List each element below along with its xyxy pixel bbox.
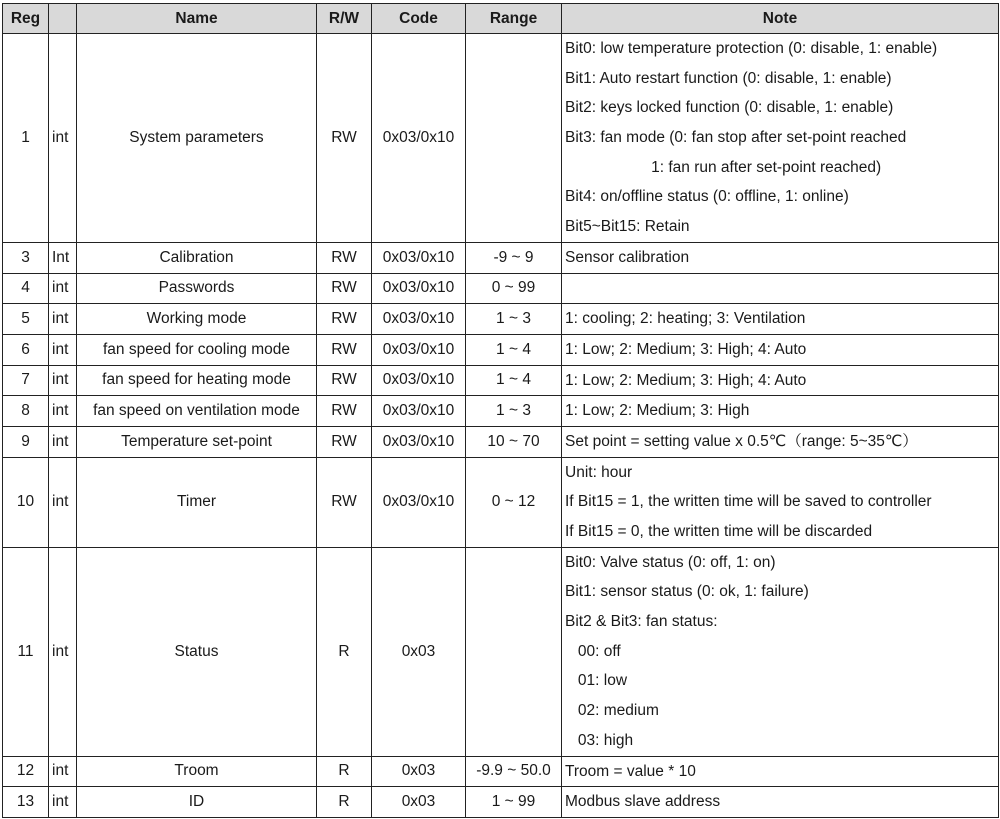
cell-rw: RW (317, 396, 372, 427)
cell-rw: RW (317, 334, 372, 365)
table-row (3, 365, 999, 396)
table-body (3, 34, 999, 818)
cell-rw: RW (317, 242, 372, 273)
cell-note (562, 457, 999, 547)
cell-name: Temperature set-point (77, 426, 317, 457)
cell-name: Working mode (77, 304, 317, 335)
cell-type: int (49, 457, 77, 547)
cell-type: int (49, 365, 77, 396)
cell-note (562, 396, 999, 427)
cell-name: fan speed for cooling mode (77, 334, 317, 365)
cell-note (562, 273, 999, 304)
cell-note (562, 34, 999, 243)
cell-code: 0x03 (372, 787, 466, 818)
table-row (3, 304, 999, 335)
cell-rw: RW (317, 273, 372, 304)
cell-range: 1 ~ 3 (466, 396, 562, 427)
cell-range: 0 ~ 99 (466, 273, 562, 304)
note-line: Bit0: Valve status (0: off, 1: on) (565, 553, 776, 571)
cell-code: 0x03/0x10 (372, 426, 466, 457)
cell-reg: 11 (3, 547, 49, 756)
table-row (3, 396, 999, 427)
table-row (3, 273, 999, 304)
cell-type: int (49, 426, 77, 457)
cell-name: Troom (77, 756, 317, 787)
cell-name: Timer (77, 457, 317, 547)
note-line: Troom = value * 10 (565, 762, 696, 780)
note-line: Bit3: fan mode (0: fan stop after set-point reached (565, 129, 907, 147)
note-line: 1: Low; 2: Medium; 3: High; 4: Auto (565, 371, 807, 389)
cell-rw: R (317, 756, 372, 787)
cell-note (562, 365, 999, 396)
note-line: Bit1: sensor status (0: ok, 1: failure) (565, 583, 809, 601)
cell-code: 0x03/0x10 (372, 273, 466, 304)
cell-name: fan speed on ventilation mode (77, 396, 317, 427)
cell-type: int (49, 547, 77, 756)
cell-rw: RW (317, 365, 372, 396)
cell-rw: RW (317, 426, 372, 457)
header-row (3, 4, 999, 34)
cell-range: -9 ~ 9 (466, 242, 562, 273)
cell-type: int (49, 304, 77, 335)
header-range: Range (466, 4, 562, 34)
cell-reg: 13 (3, 787, 49, 818)
header-type (49, 4, 77, 34)
note-line: 02: medium (565, 702, 659, 720)
note-line: If Bit15 = 0, the written time will be discarded (565, 523, 873, 540)
cell-range: -9.9 ~ 50.0 (466, 756, 562, 787)
header-note: Note (562, 4, 999, 34)
cell-type: int (49, 334, 77, 365)
cell-note (562, 334, 999, 365)
table-row (3, 242, 999, 273)
cell-reg: 4 (3, 273, 49, 304)
cell-range: 1 ~ 3 (466, 304, 562, 335)
cell-code: 0x03 (372, 547, 466, 756)
note-line: Modbus slave address (565, 793, 721, 811)
cell-rw: R (317, 547, 372, 756)
cell-name: System parameters (77, 34, 317, 243)
cell-code: 0x03 (372, 756, 466, 787)
cell-reg: 6 (3, 334, 49, 365)
cell-type: int (49, 787, 77, 818)
cell-note (562, 242, 999, 273)
cell-note (562, 426, 999, 457)
cell-reg: 5 (3, 304, 49, 335)
cell-name: Calibration (77, 242, 317, 273)
cell-range: 1 ~ 4 (466, 365, 562, 396)
cell-range: 10 ~ 70 (466, 426, 562, 457)
cell-reg: 1 (3, 34, 49, 243)
cell-code: 0x03/0x10 (372, 242, 466, 273)
table-row (3, 756, 999, 787)
cell-type: int (49, 396, 77, 427)
table-row (3, 787, 999, 818)
header-code: Code (372, 4, 466, 34)
cell-type: Int (49, 242, 77, 273)
note-line: Bit4: on/offline status (0: offline, 1: online) (565, 188, 849, 206)
header-rw: R/W (317, 4, 372, 34)
cell-code: 0x03/0x10 (372, 457, 466, 547)
note-line: 1: Low; 2: Medium; 3: High; 4: Auto (565, 340, 807, 358)
cell-range (466, 34, 562, 243)
table-row (3, 34, 999, 243)
note-line: Unit: hour (565, 463, 633, 481)
note-line: Bit2 & Bit3: fan status: (565, 613, 718, 631)
note-line: Bit1: Auto restart function (0: disable, 1: enable) (565, 69, 892, 87)
note-line: 1: fan run after set-point reached) (565, 158, 882, 176)
cell-code: 0x03/0x10 (372, 34, 466, 243)
note-line: 1: Low; 2: Medium; 3: High (565, 402, 750, 420)
note-line: Sensor calibration (565, 248, 690, 266)
cell-code: 0x03/0x10 (372, 334, 466, 365)
cell-reg: 9 (3, 426, 49, 457)
cell-rw: R (317, 787, 372, 818)
cell-name: Passwords (77, 273, 317, 304)
header-name: Name (77, 4, 317, 34)
cell-note (562, 756, 999, 787)
note-line: Bit0: low temperature protection (0: disable, 1: enable) (565, 40, 938, 57)
cell-name: ID (77, 787, 317, 818)
cell-code: 0x03/0x10 (372, 365, 466, 396)
cell-note (562, 787, 999, 818)
cell-note (562, 304, 999, 335)
note-line: Bit2: keys locked function (0: disable, 1: enable) (565, 99, 894, 117)
table-row (3, 457, 999, 547)
note-line: 1: cooling; 2: heating; 3: Ventilation (565, 310, 806, 328)
note-line: 01: low (565, 672, 628, 690)
cell-name: Status (77, 547, 317, 756)
cell-rw: RW (317, 34, 372, 243)
note-line: Bit5~Bit15: Retain (565, 218, 690, 236)
cell-note (562, 547, 999, 756)
note-line (565, 274, 998, 304)
cell-rw: RW (317, 457, 372, 547)
note-line: If Bit15 = 1, the written time will be saved to controller (565, 493, 932, 511)
cell-range: 0 ~ 12 (466, 457, 562, 547)
cell-code: 0x03/0x10 (372, 304, 466, 335)
cell-reg: 8 (3, 396, 49, 427)
cell-range: 1 ~ 4 (466, 334, 562, 365)
register-table (2, 3, 999, 818)
cell-name: fan speed for heating mode (77, 365, 317, 396)
note-line: Set point = setting value x 0.5℃（range: 5~35℃） (565, 432, 918, 450)
cell-type: int (49, 756, 77, 787)
note-line: 00: off (565, 642, 621, 660)
cell-reg: 7 (3, 365, 49, 396)
table-row (3, 547, 999, 756)
cell-code: 0x03/0x10 (372, 396, 466, 427)
cell-type: int (49, 273, 77, 304)
cell-range: 1 ~ 99 (466, 787, 562, 818)
cell-reg: 12 (3, 756, 49, 787)
cell-reg: 10 (3, 457, 49, 547)
table-row (3, 334, 999, 365)
cell-type: int (49, 34, 77, 243)
table-row (3, 426, 999, 457)
header-reg: Reg (3, 4, 49, 34)
cell-reg: 3 (3, 242, 49, 273)
cell-range (466, 547, 562, 756)
cell-rw: RW (317, 304, 372, 335)
note-line: 03: high (565, 731, 634, 749)
